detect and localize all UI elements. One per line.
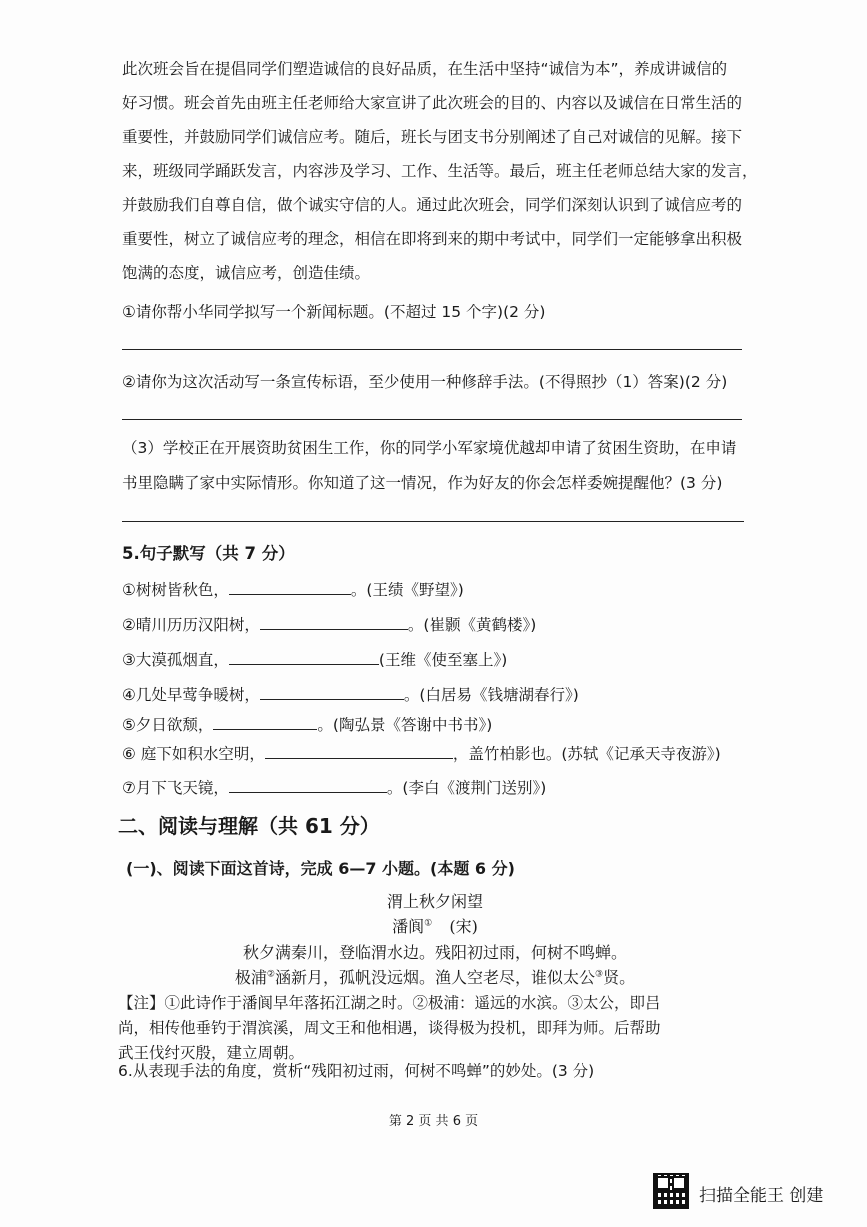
subsection-1-title: (一)、阅读下面这首诗，完成 6—7 小题。(本题 6 分) xyxy=(126,859,515,878)
fill-item xyxy=(122,778,752,798)
poem-note-line: 尚，相传他垂钓于渭滨溪，周文王和他相遇，谈得极为投机，即拜为师。后帮助 xyxy=(118,1019,661,1037)
fill-item xyxy=(122,650,752,670)
fill-prompt: ①树树皆秋色， xyxy=(122,581,229,599)
fill-blank[interactable] xyxy=(265,744,453,759)
fill-item xyxy=(122,685,752,705)
fill-source: 。(陶弘景《答谢中书书》) xyxy=(317,716,493,734)
question-4-3-line: （3）学校正在开展资助贫困生工作，你的同学小军家境优越却申请了贫困生资助，在申请 xyxy=(122,439,737,457)
paragraph-line: 此次班会旨在提倡同学们塑造诚信的良好品质，在生活中坚持“诚信为本”，养成讲诚信的 xyxy=(122,60,728,78)
intro-paragraph xyxy=(122,52,758,290)
fill-source: ，盖竹柏影也。(苏轼《记承天寺夜游》) xyxy=(452,745,721,763)
fill-source: 。(李白《渡荆门送别》) xyxy=(386,779,547,797)
fill-prompt: ④几处早莺争暖树， xyxy=(122,686,260,704)
fill-source: 。(崔颢《黄鹤楼》) xyxy=(407,616,537,634)
fill-prompt: ⑥ 庭下如积水空明， xyxy=(122,745,265,763)
fill-prompt: ③大漠孤烟直， xyxy=(122,651,229,669)
paragraph-line: 并鼓励我们自尊自信，做个诚实守信的人。通过此次班会，同学们深刻认识到了诚信应考的 xyxy=(122,196,743,214)
note-marker: ① xyxy=(424,918,433,929)
poem-note-line: 武王伐纣灭殷，建立周朝。 xyxy=(118,1044,305,1062)
fill-item xyxy=(122,580,752,600)
fill-blank[interactable] xyxy=(260,615,408,630)
answer-line[interactable] xyxy=(122,419,742,420)
fill-prompt: ⑤夕日欲颓， xyxy=(122,716,214,734)
paragraph-line: 重要性，树立了诚信应考的理念，相信在即将到来的期中考试中，同学们一定能够拿出积极 xyxy=(122,230,743,248)
fill-source: (王维《使至塞上》) xyxy=(378,651,508,669)
poem-note-line: 【注】①此诗作于潘阆早年落拓江湖之时。②极浦：遥远的水滨。③太公，即吕 xyxy=(118,994,661,1012)
answer-line[interactable] xyxy=(122,521,744,522)
fill-item xyxy=(122,744,752,764)
question-4-3-line: 书里隐瞒了家中实际情形。你知道了这一情况，作为好友的你会怎样委婉提醒他？(3 分) xyxy=(122,474,723,492)
fill-item xyxy=(122,615,752,635)
section-2-title: 二、阅读与理解（共 61 分） xyxy=(118,814,380,838)
note-marker: ② xyxy=(266,969,275,980)
question-6: 6.从表现手法的角度，赏析“残阳初过雨，何树不鸣蝉”的妙处。(3 分) xyxy=(118,1062,595,1080)
paragraph-line: 好习惯。班会首先由班主任老师给大家宣讲了此次班会的目的、内容以及诚信在日常生活的 xyxy=(122,94,743,112)
fill-blank[interactable] xyxy=(229,580,351,595)
poem-text: 涵新月，孤帆没远烟。渔人空老尽，谁似太公 xyxy=(274,968,595,987)
question-4-1: ①请你帮小华同学拟写一个新闻标题。(不超过 15 个字)(2 分) xyxy=(122,303,546,321)
fill-prompt: ⑦月下飞天镜， xyxy=(122,779,229,797)
section-5-title: 5.句子默写（共 7 分） xyxy=(122,544,295,563)
poem-author-line xyxy=(295,914,575,937)
paragraph-line: 饱满的态度，诚信应考，创造佳绩。 xyxy=(122,264,371,282)
paragraph-line: 重要性，并鼓励同学们诚信应考。随后，班长与团支书分别阐述了自己对诚信的见解。接下 xyxy=(122,128,743,146)
answer-line[interactable] xyxy=(122,349,742,350)
page-footer: 第 2 页 共 6 页 xyxy=(388,1114,479,1129)
fill-source: 。(王绩《野望》) xyxy=(350,581,464,599)
fill-blank[interactable] xyxy=(260,685,404,700)
poem-author: 潘阆 xyxy=(392,917,425,936)
poem-line xyxy=(165,965,705,988)
fill-prompt: ②晴川历历汉阳树， xyxy=(122,616,260,634)
scanner-watermark: 扫描全能王 创建 xyxy=(699,1186,824,1206)
fill-blank[interactable] xyxy=(229,650,379,665)
fill-blank[interactable] xyxy=(213,715,317,730)
poem-text: 极浦 xyxy=(234,968,267,987)
poem-title: 渭上秋夕闲望 xyxy=(386,892,483,911)
poem-line: 秋夕满秦川，登临渭水边。残阳初过雨，何树不鸣蝉。 xyxy=(242,943,627,962)
qr-code-icon xyxy=(653,1173,689,1209)
fill-source: 。(白居易《钱塘湖春行》) xyxy=(403,686,579,704)
fill-blank[interactable] xyxy=(229,778,387,793)
note-marker: ③ xyxy=(595,969,604,980)
question-4-2: ②请你为这次活动写一条宣传标语，至少使用一种修辞手法。(不得照抄（1）答案)(2 分) xyxy=(122,373,728,391)
paragraph-line: 来，班级同学踊跃发言，内容涉及学习、工作、生活等。最后，班主任老师总结大家的发言， xyxy=(122,162,758,180)
fill-item xyxy=(122,715,752,735)
poem-dynasty: (宋) xyxy=(449,917,478,936)
poem-text: 贤。 xyxy=(603,968,636,987)
